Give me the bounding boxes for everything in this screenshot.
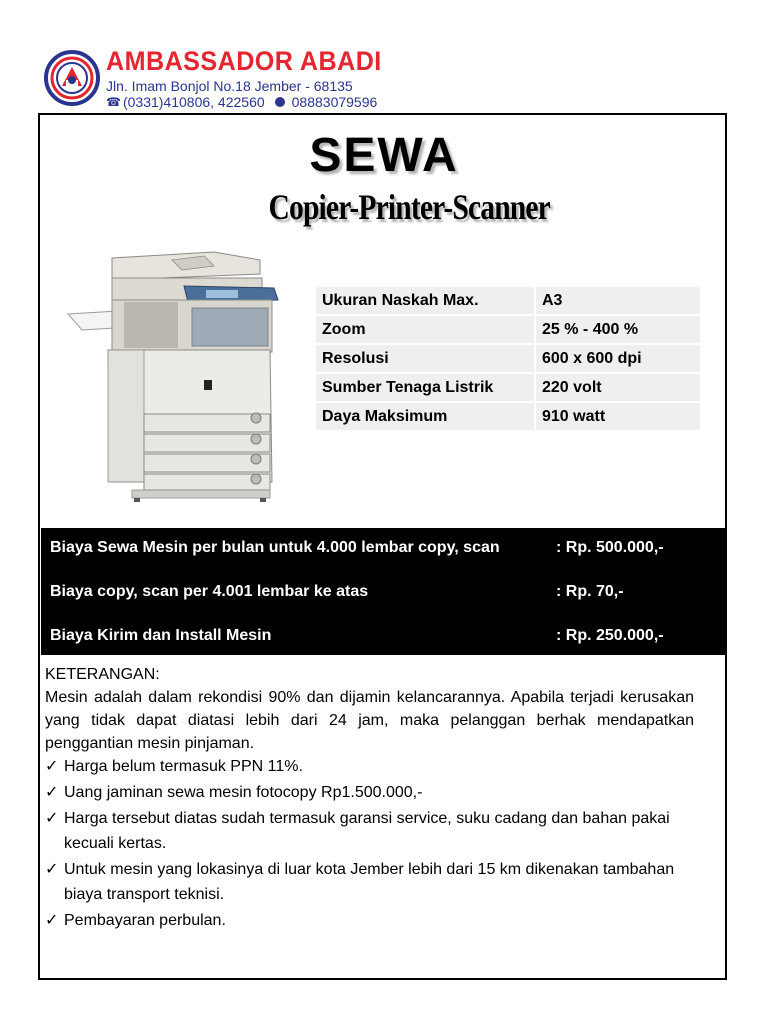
fee-label: Biaya Sewa Mesin per bulan untuk 4.000 lembar copy, scan [50, 539, 500, 556]
list-item: ✓ Uang jaminan sewa mesin fotocopy Rp1.500.000,- [45, 780, 705, 805]
phone-number: (0331)410806, 422560 [122, 94, 265, 110]
table-row [316, 374, 700, 401]
spec-value: A3 [536, 287, 700, 314]
spec-value: 910 watt [536, 403, 700, 430]
notes-paragraph: Mesin adalah dalam rekondisi 90% dan dijamin kelancarannya. Apabila terjadi kerusakan yang tidak dapat diatasi lebih dari 24 jam, maka pelanggan berhak mendapatkan penggantian mesin pinjaman. [45, 689, 694, 752]
page-subtitle: Copier-Printer-Scanner [268, 187, 550, 227]
spec-value: 600 x 600 dpi [536, 345, 700, 372]
check-icon: ✓ [45, 758, 59, 775]
notes-list [45, 754, 705, 934]
company-phones [106, 94, 377, 110]
whatsapp-number: 08883079596 [291, 94, 378, 110]
fee-row [41, 539, 725, 563]
check-icon: ✓ [45, 912, 59, 929]
spec-label: Ukuran Naskah Max. [316, 287, 534, 314]
fees-panel [41, 528, 725, 655]
check-icon: ✓ [45, 861, 59, 878]
spec-value: 25 % - 400 % [536, 316, 700, 343]
list-item: ✓ Harga tersebut diatas sudah termasuk garansi service, suku cadang dan bahan pakai kecuali kertas. [45, 806, 705, 856]
copier-machine-image [64, 250, 282, 505]
fee-row [41, 583, 725, 607]
company-name: AMBASSADOR ABADI [106, 46, 382, 76]
list-item: ✓ Untuk mesin yang lokasinya di luar kota Jember lebih dari 15 km dikenakan tambahan biaya transport teknisi. [45, 857, 705, 907]
fee-value: : Rp. 70,- [556, 583, 624, 600]
table-row [316, 345, 700, 372]
company-logo-icon [44, 50, 100, 106]
spec-label: Zoom [316, 316, 534, 343]
check-icon: ✓ [45, 784, 59, 801]
list-item: ✓ Harga belum termasuk PPN 11%. [45, 754, 705, 779]
spec-value: 220 volt [536, 374, 700, 401]
table-row [316, 316, 700, 343]
spec-label: Sumber Tenaga Listrik [316, 374, 534, 401]
fee-value: : Rp. 500.000,- [556, 539, 664, 556]
fee-label: Biaya Kirim dan Install Mesin [50, 627, 272, 644]
check-icon: ✓ [45, 810, 59, 827]
fee-label: Biaya copy, scan per 4.001 lembar ke atas [50, 583, 369, 600]
spec-label: Resolusi [316, 345, 534, 372]
whatsapp-icon [275, 97, 285, 107]
list-item: ✓ Pembayaran perbulan. [45, 908, 705, 933]
table-row [316, 287, 700, 314]
fee-row [41, 627, 725, 651]
notes-title: KETERANGAN: [45, 666, 160, 683]
spec-label: Daya Maksimum [316, 403, 534, 430]
fee-value: : Rp. 250.000,- [556, 627, 664, 644]
company-address: Jln. Imam Bonjol No.18 Jember - 68135 [106, 78, 353, 94]
phone-icon: ☎ [106, 95, 121, 109]
page-title: SEWA [309, 129, 459, 182]
specs-table [314, 285, 702, 432]
table-row [316, 403, 700, 430]
